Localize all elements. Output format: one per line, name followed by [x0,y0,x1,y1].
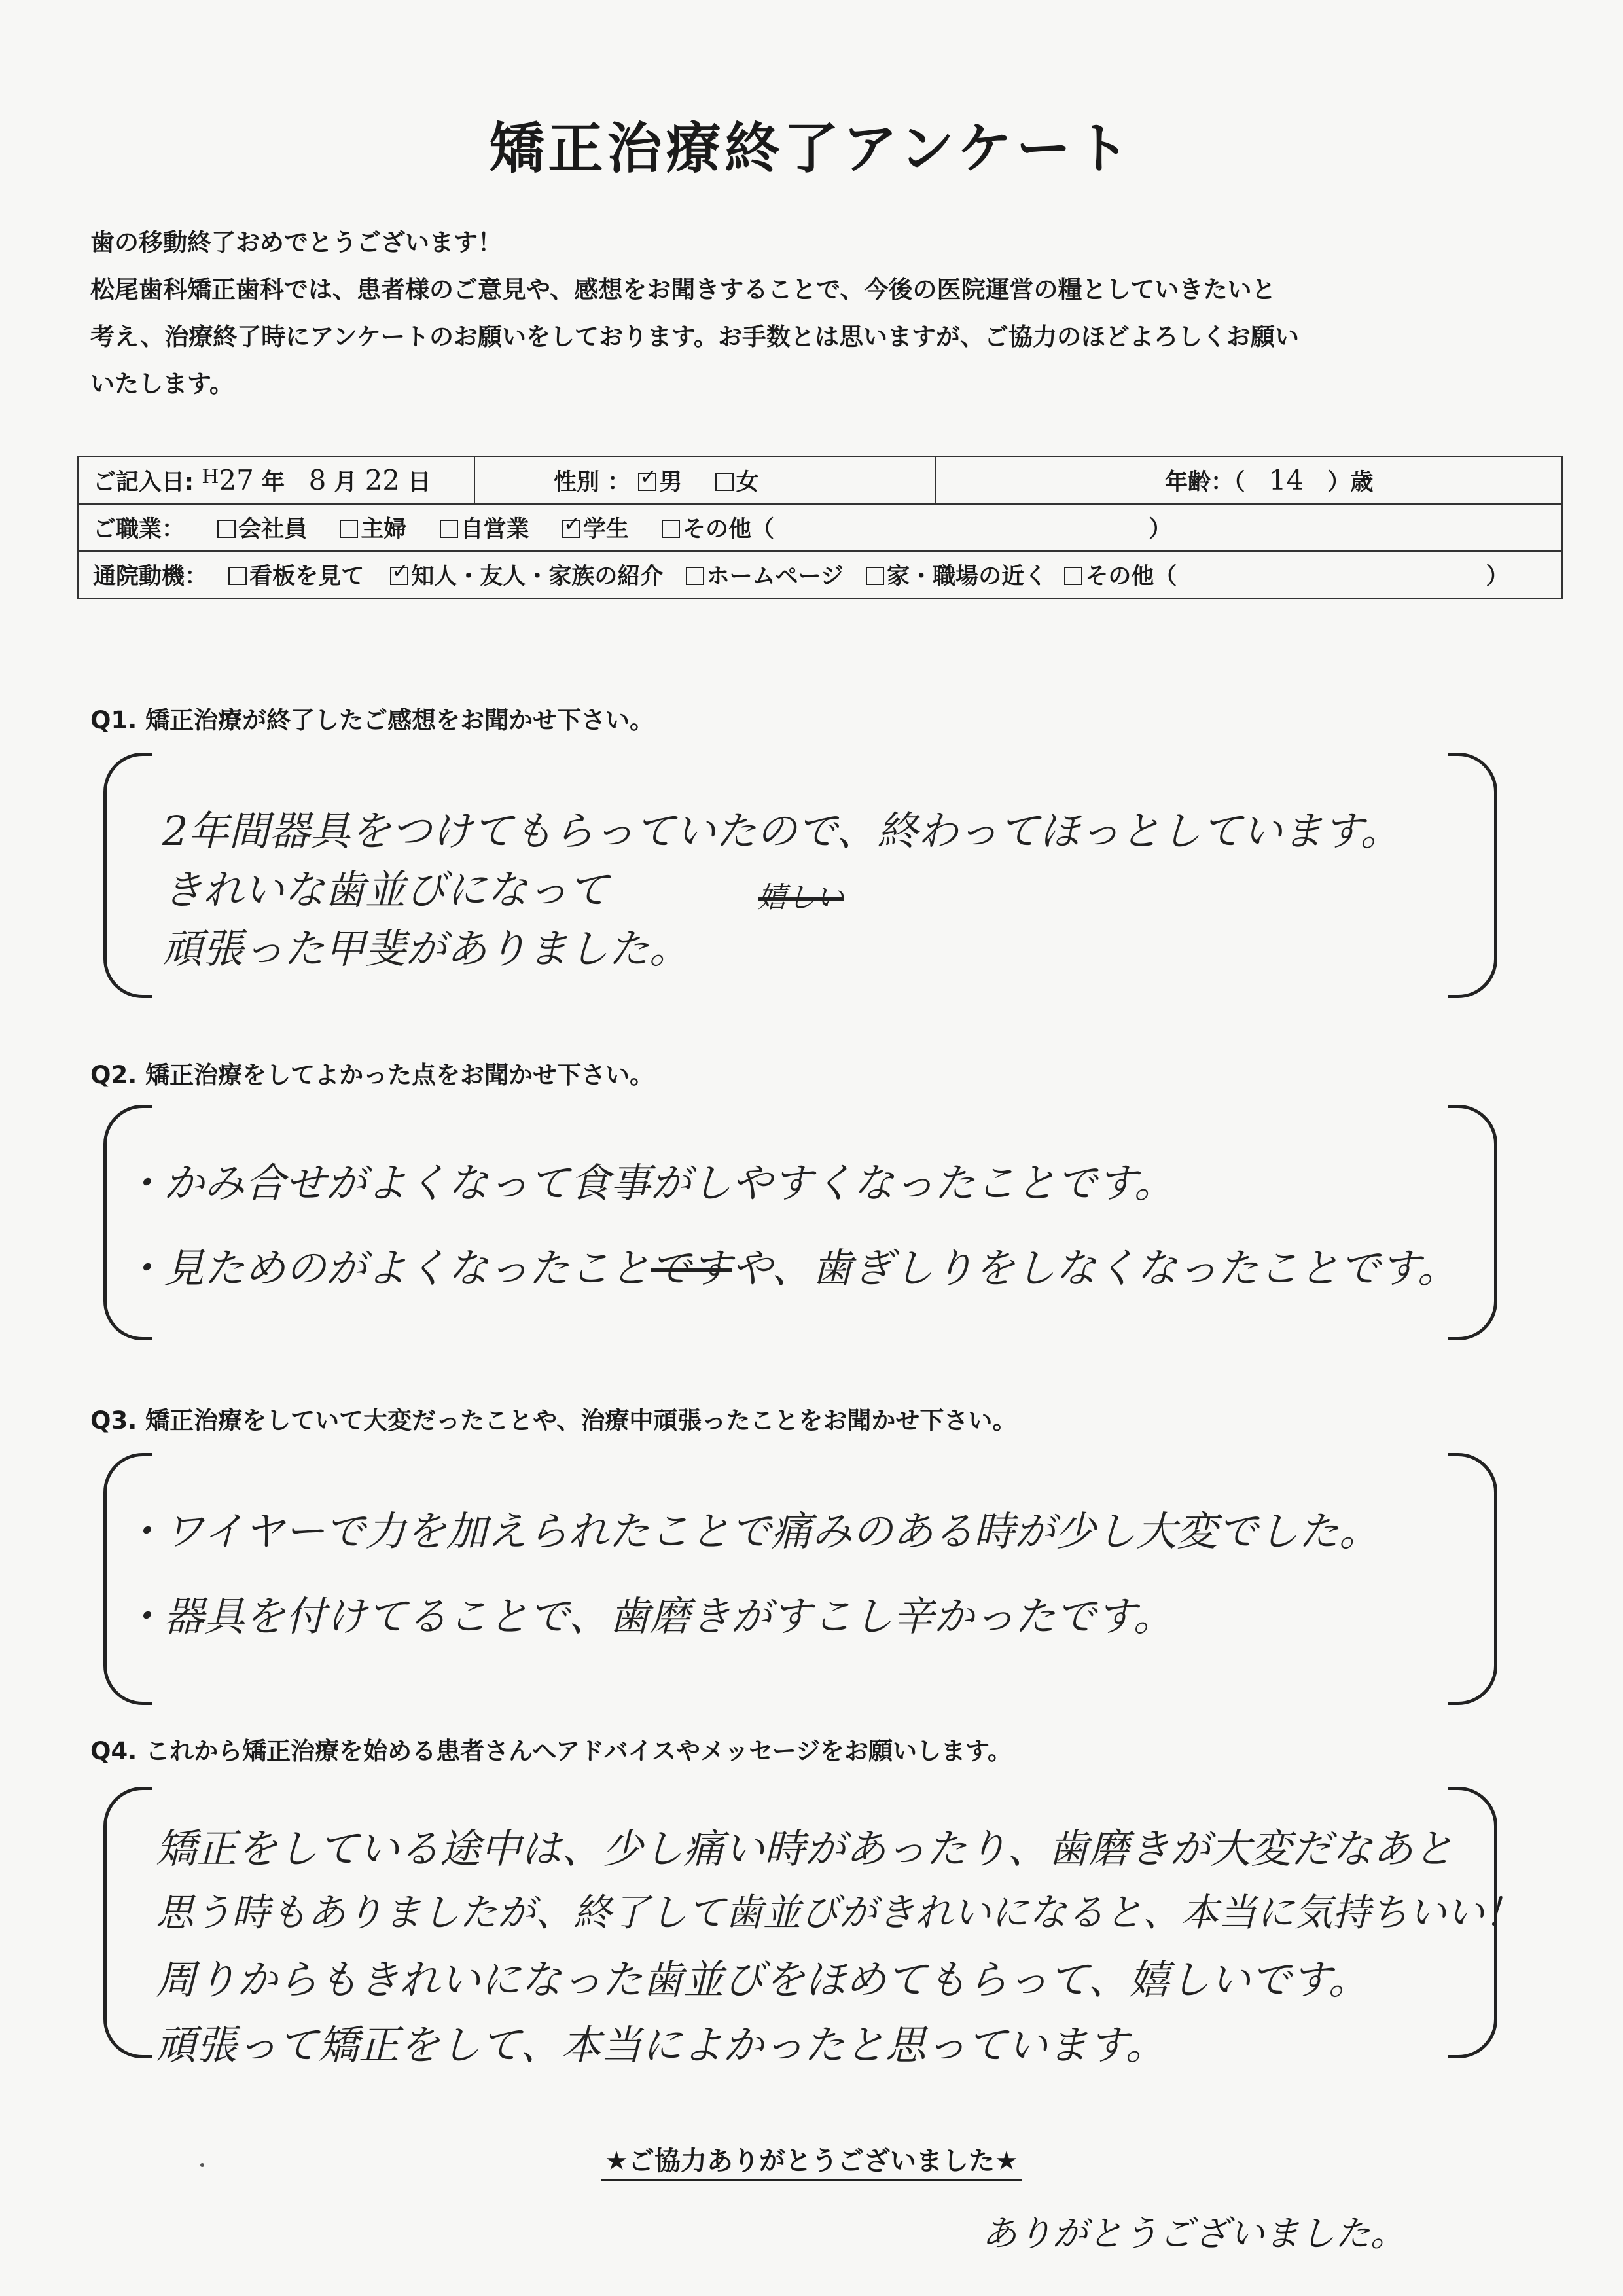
motive-label: 通院動機： [93,564,208,590]
bracket-right [1448,1453,1497,1705]
answer-2-line: ・かみ合せがよくなって食事がしやすくなったことです。 [123,1159,1175,1207]
bracket-left [103,1453,152,1705]
gender-label: 性別 ： [554,469,631,495]
age-value[interactable]: 14 [1268,464,1304,496]
motive-sign-label: 看板を見て [249,564,365,590]
footer-thanks [0,2140,1623,2178]
answer-2-segment: ・見ための [123,1244,327,1292]
answer-3-line: ・器具を付けてることで、歯磨きがすこし辛かったです。 [123,1592,1174,1640]
job-student-label: 学生 [582,516,629,543]
age-suffix: ）歳 [1327,469,1374,495]
job-company-checkbox[interactable] [217,520,236,538]
question-1: Q1. 矯正治療が終了したご感想をお聞かせ下さい。 [90,706,654,734]
footer-text: ★ご協力ありがとうございました★ [601,2146,1022,2181]
job-self-label: 自営業 [460,516,529,543]
age-cell [935,457,1562,504]
motive-web-checkbox[interactable] [686,567,704,585]
job-label: ご職業： [93,516,185,543]
question-3: Q3. 矯正治療をしていて大変だったことや、治療中頑張ったことをお聞かせ下さい。 [90,1407,1017,1435]
date-era[interactable]: H [202,465,219,488]
motive-other-close: ） [1486,564,1509,590]
question-4: Q4. これから矯正治療を始める患者さんへアドバイスやメッセージをお願いします。 [90,1737,1012,1765]
answer-1-line: 頑張った甲斐がありました。 [162,925,690,973]
intro-line: 考え、治療終了時にアンケートのお願いをしております。お手数とは思いますが、ご協力のほどよろしくお願い [90,323,1300,351]
day-label: 日 [408,469,431,495]
answer-4-line: 頑張って矯正をして、本当によかったと思っています。 [156,2021,1166,2069]
motive-near-checkbox[interactable] [866,567,884,585]
bracket-right [1448,1105,1497,1340]
motive-intro-label: 知人・友人・家族の紹介 [411,564,664,590]
bracket-left [103,1105,152,1340]
bracket-left [103,753,152,998]
answer-4-line: 矯正をしている途中は、少し痛い時があったり、歯磨きが大変だなあと [156,1825,1454,1873]
answer-2-line-2 [123,1236,1458,1294]
question-2: Q2. 矯正治療をしてよかった点をお聞かせ下さい。 [90,1061,654,1089]
intro-line: 松尾歯科矯正歯科では、患者様のご意見や、感想をお聞きすることで、今後の医院運営の糧としていきたいと [90,276,1276,304]
job-self-checkbox[interactable] [440,520,458,538]
answer-3-box[interactable] [103,1453,1497,1705]
date-label: ご記入日: [93,469,194,495]
answer-4-box[interactable] [103,1787,1523,2069]
age-label: 年齢：（ [1165,469,1245,495]
intro-line: 歯の移動終了おめでとうございます！ [90,228,502,257]
male-label: 男 [659,469,683,495]
handwritten-thanks: ありがとうございました。 [982,2213,1406,2254]
motive-other-checkbox[interactable] [1064,567,1082,585]
year-label: 年 [262,469,285,495]
answer-1-box[interactable] [103,753,1497,998]
info-table [77,456,1563,599]
bracket-left [103,1787,152,2058]
answer-1-line: 2年間器具をつけてもらっていたので、終わってほっとしています。 [162,807,1401,855]
motive-row [78,551,1562,598]
gender-cell [474,457,935,504]
answer-1-struck-word: 嬉しい [758,881,844,914]
motive-other-label: その他（ [1085,564,1177,590]
bracket-right [1448,753,1497,998]
date-year[interactable]: 27 [219,464,254,496]
month-label: 月 [334,469,357,495]
motive-web-label: ホームページ [706,564,844,590]
job-student-checkbox[interactable] [562,520,580,538]
job-housewife-checkbox[interactable] [340,520,358,538]
motive-sign-checkbox[interactable] [228,567,247,585]
page-title: 矯正治療終了アンケート [489,117,1134,181]
answer-2-box[interactable] [103,1105,1497,1340]
female-label: 女 [736,469,759,495]
date-day[interactable]: 22 [365,464,401,496]
female-checkbox[interactable] [715,473,734,491]
date-month[interactable]: 8 [308,464,327,496]
job-other-close: ） [1149,516,1172,543]
answer-4-line: 周りからもきれいになった歯並びをほめてもらって、嬉しいです。 [156,1956,1369,2003]
motive-near-label: 家・職場の近く [887,564,1048,590]
date-cell [78,457,474,504]
male-checkbox[interactable] [638,473,656,491]
job-other-label: その他（ [683,516,775,543]
answer-1-line: きれいな歯並びになって [162,866,609,914]
intro-line: いたします。 [90,370,234,398]
answer-3-line: ・ワイヤーで力を加えられたことで痛みのある時が少し大変でした。 [123,1507,1380,1555]
job-other-checkbox[interactable] [662,520,680,538]
job-row [78,504,1562,551]
answer-2-segment: がよくなったこと [326,1244,651,1292]
answer-2-segment: や、歯ぎしりをしなくなったことです。 [732,1244,1458,1292]
motive-intro-checkbox[interactable] [390,567,408,585]
answer-4-line: 思う時もありましたが、終了して歯並びがきれいになると、本当に気持ちいい！ [156,1890,1523,1935]
job-company-label: 会社員 [238,516,308,543]
job-housewife-label: 主婦 [361,516,407,543]
answer-2-struck-word: です [651,1244,732,1292]
intro-text [90,219,1537,408]
